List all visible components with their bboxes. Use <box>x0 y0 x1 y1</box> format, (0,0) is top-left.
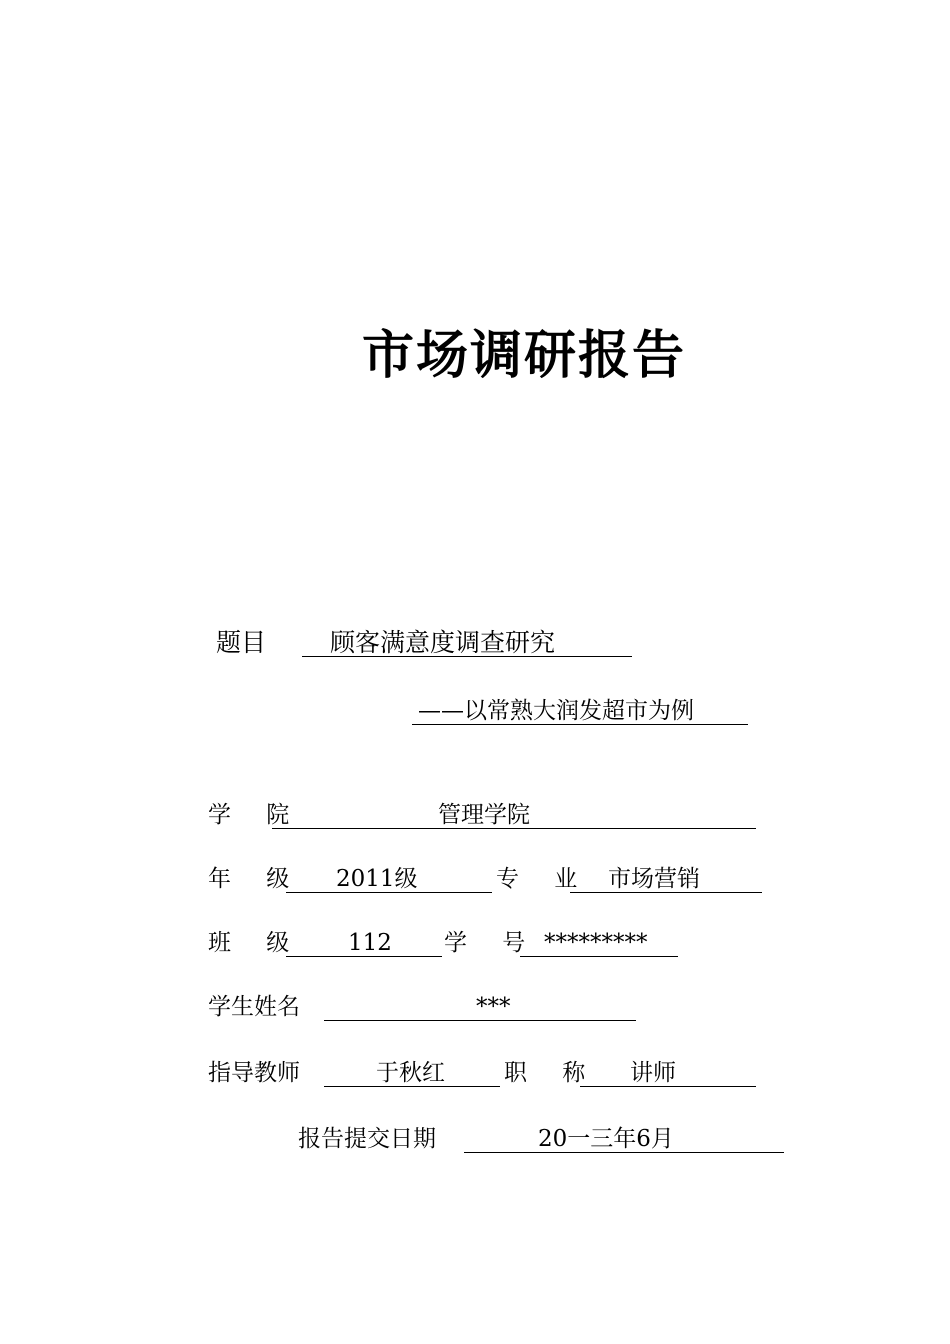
topic-label: 题目 <box>216 628 267 657</box>
class-value: 112 <box>348 930 392 956</box>
subtitle-value: ——以常熟大润发超市为例 <box>418 698 694 724</box>
college-label: 学 院 <box>208 802 304 828</box>
submit-date-field <box>464 1124 784 1153</box>
student-name-field <box>324 992 636 1021</box>
submit-date-label: 报告提交日期 <box>298 1126 436 1152</box>
student-name-value: *** <box>476 994 511 1020</box>
major-value: 市场营销 <box>608 866 700 892</box>
major-label: 专 业 <box>496 866 592 892</box>
college-row <box>208 800 760 830</box>
advisor-field <box>324 1058 500 1087</box>
grade-value: 2011级 <box>336 866 418 892</box>
topic-row <box>216 628 636 658</box>
college-field <box>272 800 756 829</box>
advisor-row <box>208 1058 768 1088</box>
subtitle-row <box>412 696 752 726</box>
student-name-row <box>208 992 648 1022</box>
grade-field <box>286 864 492 893</box>
student-id-value: ********* <box>544 930 648 956</box>
student-id-label: 学 号 <box>444 930 540 956</box>
submit-date-value: 20一三年6月 <box>538 1126 674 1152</box>
class-label: 班 级 <box>208 930 304 956</box>
topic-field <box>302 628 632 657</box>
student-name-label: 学生姓名 <box>208 994 300 1020</box>
major-field <box>570 864 762 893</box>
college-value: 管理学院 <box>438 802 530 828</box>
class-id-row <box>208 928 688 958</box>
student-id-field <box>520 928 678 957</box>
grade-label: 年 级 <box>208 866 304 892</box>
advisor-label: 指导教师 <box>208 1060 300 1086</box>
class-field <box>286 928 442 957</box>
title-rank-field <box>580 1058 756 1087</box>
title-rank-label: 职 称 <box>504 1060 600 1086</box>
subtitle-field <box>412 696 748 725</box>
submit-date-row <box>298 1124 798 1154</box>
advisor-value: 于秋红 <box>376 1060 445 1086</box>
grade-major-row <box>208 864 768 894</box>
topic-value: 顾客满意度调查研究 <box>330 628 556 657</box>
report-title: 市场调研报告 <box>362 326 687 386</box>
title-rank-value: 讲师 <box>630 1060 676 1086</box>
